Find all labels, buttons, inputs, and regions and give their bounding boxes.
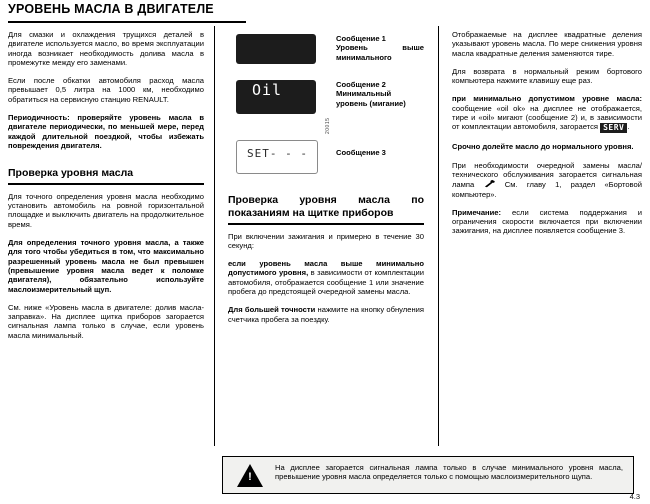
paragraph-bold-lead: Для большей точности bbox=[228, 305, 316, 315]
instrument-display-2 bbox=[236, 80, 316, 114]
periodicity-label: Периодичность: bbox=[8, 113, 70, 123]
paragraph-rest: в зависимости от комплектации автомобиля, отображается сообщение 1 или значение пробега до предстоящей очередной замены масла. bbox=[228, 268, 424, 297]
paragraph: Для точного определения уровня масла необходимо установить автомобиль на ровной горизонтальной площадке и выключить двигатель на продолжительное время. bbox=[8, 191, 204, 229]
section-heading-oil-check: Проверка уровня масла bbox=[8, 167, 134, 180]
column-left bbox=[8, 30, 204, 349]
section-underline bbox=[228, 223, 424, 225]
note-label: Примечание: bbox=[452, 207, 502, 217]
warning-box bbox=[222, 456, 634, 494]
periodicity-paragraph bbox=[8, 113, 204, 150]
paragraph-mixed bbox=[452, 94, 642, 133]
column-divider-2 bbox=[438, 26, 439, 446]
warning-text: На дисплее загорается сигнальная лампа только в случае минимального уровня масла, превышение уровня масла определяется только с помощью маслоизмерительного щупа. bbox=[275, 463, 623, 482]
paragraph-mixed bbox=[228, 259, 424, 296]
paragraph-bold: Срочно долейте масло до нормального уровня. bbox=[452, 142, 634, 152]
caption-lines: Уровень выше минимального bbox=[336, 43, 424, 62]
display-illustrations bbox=[228, 30, 424, 190]
paragraph-rest: нажмите на кнопку обнуления счетчика пробега за поездку. bbox=[228, 305, 425, 324]
paragraph: Для возврата в нормальный режим бортового компьютера нажмите клавишу еще раз. bbox=[452, 66, 642, 86]
section-underline bbox=[8, 183, 204, 185]
caption-title: Сообщение 1 bbox=[336, 34, 386, 43]
paragraph-bold-lead: если уровень масла выше минимально допустимого уровня, bbox=[228, 259, 424, 278]
instrument-display-3 bbox=[236, 140, 318, 174]
paragraph-tail: . bbox=[627, 122, 630, 132]
paragraph-text: При необходимости очередной замены масла/технического обслуживания загорается сигнальная лампа bbox=[452, 160, 642, 190]
instrument-display-1 bbox=[236, 34, 316, 64]
column-middle bbox=[228, 30, 424, 333]
caption-lines: Минимальный уровень (мигание) bbox=[336, 89, 406, 108]
paragraph-rest: сообщение «oil ok» на дисплее не отображается, тире и «oil» мигают (сообщение 2) и, в зависимости от комплектации автомобиля, загорается bbox=[452, 103, 642, 132]
note-text: если система поддержания и ограничения скорости включается при включении зажигания, на дисплее появляется сообщение 3. bbox=[452, 207, 642, 236]
serv-indicator-badge: SERV bbox=[600, 123, 627, 133]
paragraph-mixed bbox=[228, 305, 424, 324]
paragraph: При включении зажигания и примерно в течение 30 секунд: bbox=[228, 231, 424, 250]
section-heading-dashboard-check: Проверка уровня масла по показаниям на щитке приборов bbox=[228, 194, 424, 219]
page-number: 4.3 bbox=[629, 492, 640, 501]
paragraph-rest: См. главу 1, раздел «Бортовой компьютер». bbox=[452, 180, 642, 199]
note-paragraph bbox=[452, 208, 642, 236]
column-right bbox=[452, 30, 642, 245]
caption-title: Сообщение 2 bbox=[336, 80, 386, 89]
title-underline bbox=[8, 21, 246, 23]
wrench-icon bbox=[484, 179, 496, 188]
paragraph: Отображаемые на дисплее квадратные деления указывают уровень масла. По мере снижения уровня масла квадратные деления заменяются тире. bbox=[452, 30, 642, 58]
figure-code: 20015 bbox=[325, 117, 331, 134]
paragraph-bold: Для определения точного уровня масла, а также для того чтобы убедиться в том, что максимально разрешенный уровень масла не был превышен (превышение уровня масла ведет к поломке двигателя), обязательно используйте маслоизмерительный щуп. bbox=[8, 238, 204, 294]
column-divider-1 bbox=[214, 26, 215, 446]
paragraph: Если после обкатки автомобиля расход масла превышает 0,5 литра на 1000 км, необходимо обратиться на сервисную станцию RENAULT. bbox=[8, 76, 204, 104]
periodicity-text: проверяйте уровень масла в двигателе периодически, по меньшей мере, перед каждой длительной поездкой, чтобы избежать повреждения двигателя. bbox=[8, 113, 204, 150]
caption-title: Сообщение 3 bbox=[336, 148, 386, 157]
warning-exclamation: ! bbox=[248, 471, 252, 483]
display-caption-3 bbox=[336, 148, 386, 157]
set-indicator-text: SET- - - bbox=[247, 147, 308, 160]
paragraph: См. ниже «Уровень масла в двигателе: долив масла-заправка». На дисплее щитка приборов загорается сигнальная лампа только в случае, если уровень масла минимальный. bbox=[8, 302, 204, 340]
paragraph: Для смазки и охлаждения трущихся деталей в двигателе используется масло, во время эксплуатации иногда возникает необходимость долива масла в промежутке между его заменами. bbox=[8, 30, 204, 67]
paragraph-mixed bbox=[452, 161, 642, 199]
display-caption-2 bbox=[336, 80, 424, 108]
display-caption-1 bbox=[336, 34, 424, 62]
oil-indicator-text: Oil bbox=[252, 81, 283, 99]
paragraph-bold-lead: при минимально допустимом уровне масла: bbox=[452, 94, 642, 104]
page-title: УРОВЕНЬ МАСЛА В ДВИГАТЕЛЕ bbox=[8, 2, 214, 16]
